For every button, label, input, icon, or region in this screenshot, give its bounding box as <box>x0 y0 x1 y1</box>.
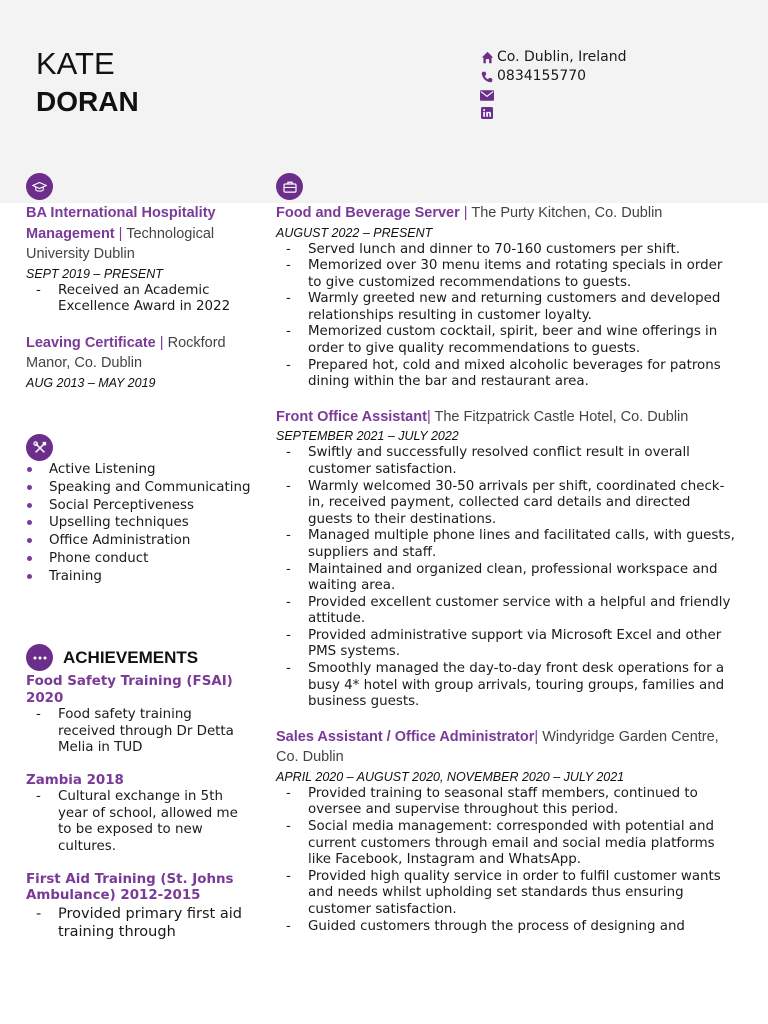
job-entry <box>276 407 736 711</box>
list-item: - Provided high quality service in order to fulfil customer wants and needs whilst upholding set standards thus ensuring customer satisfaction. <box>276 869 736 919</box>
education-entry <box>26 333 251 392</box>
skill-item: Upselling techniques <box>26 514 251 532</box>
phone-row <box>480 67 627 86</box>
phone-icon <box>480 70 494 84</box>
list-item: - Warmly greeted new and returning customers and developed relationships resulting in customer loyalty. <box>276 291 736 324</box>
job-date: SEPTEMBER 2021 – JULY 2022 <box>276 429 459 444</box>
email-row[interactable] <box>480 88 627 103</box>
list-item: - Provided training to seasonal staff members, continued to oversee and supervise throughout this period. <box>276 786 736 819</box>
achievements-title: ACHIEVEMENTS <box>63 647 199 667</box>
achievements-heading <box>26 644 198 671</box>
institution: Technological University Dublin <box>26 225 215 262</box>
degree-title: BA International Hospitality Management <box>26 205 216 242</box>
separator: | <box>463 205 468 221</box>
achievement-title: Zambia 2018 <box>26 772 124 788</box>
phone-text: 0834155770 <box>497 68 587 84</box>
entry-title <box>26 333 251 374</box>
skill-item: Training <box>26 568 251 586</box>
home-icon <box>480 51 494 65</box>
entry-title <box>26 203 251 265</box>
entry-date: AUG 2013 – MAY 2019 <box>26 375 156 390</box>
separator: | <box>426 408 431 425</box>
list-item: - Smoothly managed the day-to-day front desk operations for a busy 4* hotel with group arrivals, touring groups, families and business guests. <box>276 661 736 711</box>
list-item: - Served lunch and dinner to 70-160 customers per shift. <box>276 242 736 259</box>
list-item: - Maintained and organized clean, professional workspace and waiting area. <box>276 562 736 595</box>
skills-section <box>26 461 251 586</box>
list-item: - Warmly welcomed 30-50 arrivals per shift, coordinated check-in, received payment, collected card details and directed guests to their destinations. <box>276 479 736 529</box>
achievement-bullets <box>26 789 251 855</box>
list-item: - Provided primary first aid training through <box>26 905 251 942</box>
entry-date: SEPT 2019 – PRESENT <box>26 266 163 281</box>
degree-title: Leaving Certificate <box>26 334 156 351</box>
list-item: - Swiftly and successfully resolved conflict result in overall customer satisfaction. <box>276 445 736 478</box>
separator: | <box>159 334 164 351</box>
job-date: APRIL 2020 – AUGUST 2020, NOVEMBER 2020 – JULY 2021 <box>276 769 625 784</box>
achievement-title: Food Safety Training (FSAI) 2020 <box>26 674 233 706</box>
achievements-section <box>26 674 251 942</box>
separator: | <box>118 225 123 242</box>
tools-icon <box>26 434 53 461</box>
employer: Windyridge Garden Centre, Co. Dublin <box>276 728 719 766</box>
list-item: - Social media management: corresponded with potential and current customers through email and social media platforms like Facebook, Instagram and WhatsApp. <box>276 819 736 869</box>
list-item: - Received an Academic Excellence Award in 2022 <box>26 283 251 316</box>
list-item: - Provided excellent customer service with a helpful and friendly attitude. <box>276 595 736 628</box>
job-date: AUGUST 2022 – PRESENT <box>276 225 433 240</box>
address-row <box>480 48 627 67</box>
ellipsis-icon <box>26 644 53 671</box>
job-title-line <box>276 407 736 428</box>
job-bullets <box>276 242 736 391</box>
achievement-entry <box>26 872 251 942</box>
list-item: - Guided customers through the process of designing and <box>276 919 736 936</box>
education-section <box>26 203 251 392</box>
skill-item: Active Listening <box>26 461 251 479</box>
skills-list <box>26 461 251 586</box>
entry-bullets <box>26 283 251 316</box>
list-item: - Memorized custom cocktail, spirit, beer and wine offerings in order to give quality recommendations to guests. <box>276 324 736 357</box>
linkedin-icon[interactable] <box>480 106 494 120</box>
job-bullets <box>276 786 736 935</box>
achievement-entry <box>26 773 251 856</box>
job-title-line <box>276 203 736 224</box>
job-bullets <box>276 445 736 711</box>
job-title: Sales Assistant / Office Administrator <box>276 728 535 745</box>
envelope-icon[interactable] <box>480 89 494 103</box>
last-name: DORAN <box>36 86 139 117</box>
list-item: - Memorized over 30 menu items and rotating specials in order to give customized recommendations to guests. <box>276 258 736 291</box>
achievement-bullets <box>26 707 251 757</box>
skill-item: Social Perceptiveness <box>26 497 251 515</box>
graduation-cap-icon <box>26 173 53 200</box>
first-name: KATE <box>36 46 115 81</box>
skill-item: Office Administration <box>26 532 251 550</box>
resume-header <box>0 0 768 203</box>
achievement-title: First Aid Training (St. Johns Ambulance) 2012-2015 <box>26 871 234 904</box>
job-entry <box>276 203 736 391</box>
experience-section <box>276 203 736 935</box>
list-item: - Provided administrative support via Microsoft Excel and other PMS systems. <box>276 628 736 661</box>
skill-item: Phone conduct <box>26 550 251 568</box>
institution: Rockford Manor, Co. Dublin <box>26 334 226 372</box>
linkedin-row[interactable] <box>480 105 627 120</box>
separator: | <box>534 728 539 745</box>
job-title: Front Office Assistant <box>276 408 427 425</box>
list-item: - Prepared hot, cold and mixed alcoholic beverages for patrons dining within the bar and restaurant area. <box>276 358 736 391</box>
contact-block <box>480 48 627 120</box>
achievement-entry <box>26 674 251 757</box>
list-item: - Managed multiple phone lines and facilitated calls, with guests, suppliers and staff. <box>276 528 736 561</box>
skill-item: Speaking and Communicating <box>26 479 251 497</box>
briefcase-icon <box>276 173 303 200</box>
employer: The Fitzpatrick Castle Hotel, Co. Dublin <box>434 408 689 425</box>
address-text: Co. Dublin, Ireland <box>497 49 627 65</box>
job-entry <box>276 727 736 935</box>
list-item: - Food safety training received through Dr Detta Melia in TUD <box>26 707 251 757</box>
job-title: Food and Beverage Server <box>276 205 460 221</box>
employer: The Purty Kitchen, Co. Dublin <box>471 205 663 221</box>
job-title-line <box>276 727 736 768</box>
list-item: - Cultural exchange in 5th year of school, allowed me to be exposed to new cultures. <box>26 789 251 855</box>
achievement-bullets <box>26 905 251 942</box>
education-entry <box>26 203 251 316</box>
